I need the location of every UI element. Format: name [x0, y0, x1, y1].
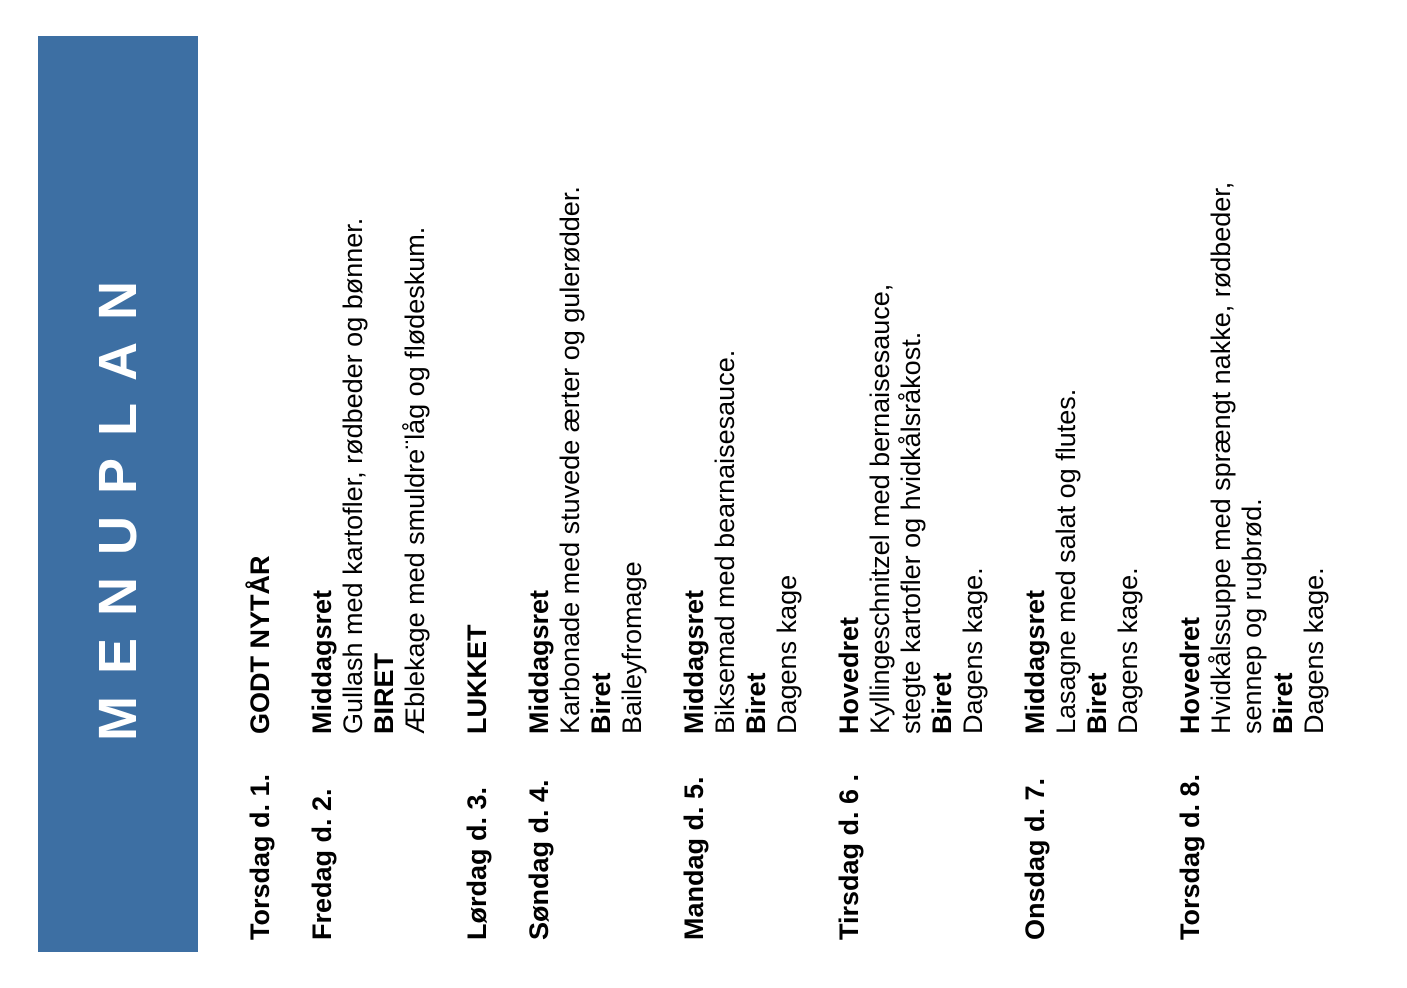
day-date: Onsdag d. 7.: [1020, 777, 1050, 940]
menu-line: Gullash med kartofler, rødbeder og bønner.: [338, 217, 368, 734]
day-menu: [462, 625, 493, 735]
menu-line: Hovedret: [834, 616, 864, 734]
menu-line: stegte kartofler og hvidkålsråkost.: [896, 331, 926, 734]
menu-line: Dagens kage.: [1299, 567, 1329, 734]
menu-line: BIRET: [369, 653, 399, 734]
day-date: Fredag d. 2.: [307, 788, 337, 940]
menu-line: Karbonade med stuvede ærter og gulerødder.: [555, 186, 585, 734]
menu-line: Middagsret: [307, 589, 337, 734]
menu-line: Dagens kage.: [958, 567, 988, 734]
menu-line: Biret: [741, 672, 771, 734]
menu-line: Biret: [927, 672, 957, 734]
menu-line: LUKKET: [462, 624, 492, 734]
day-date: Torsdag d. 8.: [1175, 773, 1205, 940]
day-menu: [834, 284, 989, 734]
menu-line: Middagsret: [679, 589, 709, 734]
menu-line: Hvidkålssuppe med sprængt nakke, rødbeder,: [1206, 181, 1236, 734]
page-title: MENUPLAN: [88, 259, 148, 741]
menu-line: Biksemad med bearnaisesauce.: [710, 349, 740, 734]
menu-line: Biret: [1082, 672, 1112, 734]
day-menu: [679, 350, 803, 734]
menu-line: Dagens kage: [772, 574, 802, 734]
day-menu: [245, 556, 276, 735]
menu-line: Middagsret: [524, 589, 554, 734]
day-date: Lørdag d. 3.: [462, 786, 492, 940]
menu-line: GODT NYTÅR: [245, 555, 275, 734]
menu-line: Biret: [1268, 672, 1298, 734]
menu-line: Lasagne med salat og flutes.: [1051, 388, 1081, 734]
menu-line: Kyllingeschnitzel med bernaisesauce,: [865, 283, 895, 734]
day-menu: [1175, 182, 1330, 734]
day-menu: [1020, 389, 1144, 734]
menu-line: Dagens kage.: [1113, 567, 1143, 734]
menu-line: sennep og rugbrød.: [1237, 498, 1267, 734]
day-menu: [524, 186, 648, 734]
menu-line: Middagsret: [1020, 589, 1050, 734]
day-date: Torsdag d. 1.: [245, 773, 275, 940]
menu-line: Baileyfromage: [617, 561, 647, 734]
menu-line: Æblekage med smuldre¨låg og flødeskum.: [400, 226, 430, 734]
day-date: Søndag d. 4.: [524, 779, 554, 940]
day-date: Mandag d. 5.: [679, 776, 709, 940]
menu-line: Biret: [586, 672, 616, 734]
menu-line: Hovedret: [1175, 616, 1205, 734]
day-date: Tirsdag d. 6 .: [834, 773, 864, 940]
day-menu: [307, 218, 431, 734]
